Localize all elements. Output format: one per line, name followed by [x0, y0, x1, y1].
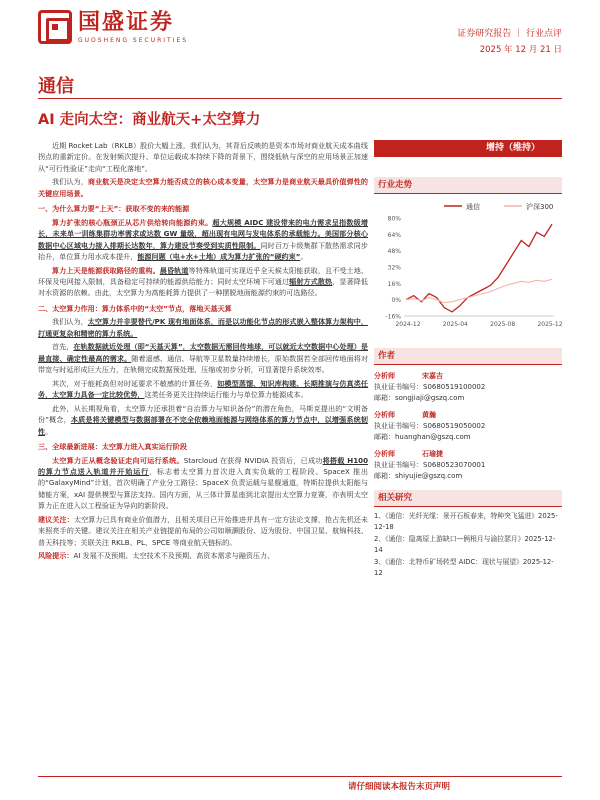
section-heading-3: 三、全球最新进展：太空算力进入真实运行阶段	[38, 442, 187, 452]
trend-chart	[374, 196, 562, 340]
y-tick-label: 80%	[387, 215, 401, 223]
analyst-name: 宋嘉吉	[422, 372, 443, 380]
underlined-text: 美国部分核心数据中心区域电力接入排期长达数年，算力建设节奏受到实质性限制。	[38, 229, 368, 250]
y-tick-label: 48%	[387, 248, 401, 256]
highlight-text: 太空算力正从概念验证走向可运行系统。	[52, 455, 184, 465]
trend-chart-svg	[374, 196, 562, 336]
highlight-text: 风险提示：	[38, 551, 74, 561]
backup-paragraph	[38, 403, 368, 437]
analyst-email[interactable]: huanghan@gszq.com	[395, 433, 471, 441]
analyst-2	[374, 410, 562, 443]
related-research-list	[374, 511, 562, 579]
cert-label: 执业证书编号：	[374, 461, 423, 469]
trend-heading: 行业走势	[374, 177, 562, 194]
email-label: 邮箱：	[374, 433, 395, 441]
document-type: 证券研究报告 ｜ 行业点评	[457, 29, 562, 39]
authors-heading: 作者	[374, 348, 562, 365]
text-run: 。	[300, 252, 308, 262]
risk-paragraph	[38, 550, 368, 561]
text-run: 我们认为，	[52, 177, 88, 187]
text-run: 同时百万卡级集群下散热需求同步抬升，单位算力用水成本提升，	[38, 240, 369, 262]
underlined-text: 如模型蒸馏、知识库构建、长期推演与仿真类任务，太空算力具备一定比较优势，	[38, 378, 369, 400]
analyst-role: 分析师	[374, 372, 395, 380]
edge-compute-paragraph	[38, 341, 368, 375]
text-run: ，标志着太空算力首次进入真实负载的工程阶段。SpaceX 推出的“GalaxyMind”计划，首次明确了产业分工路径；SpaceX 负责运载与星舰通道，特斯拉提供太阳能与储能方案，xAI 提供模型与算法支持。国内方面，从三体计算星座到北京提出太空算力竞赛，亦表明太空算力正在进入以工程验证为导向的新阶段。	[38, 467, 369, 511]
logo-text-cn: 国盛证券	[78, 9, 175, 35]
text-run: 太空算力已具有商业价值潜力，且相关项目已开始推进并具有一定方法论支撑，抢占先机还未来照亮手的关键。建议关注在相关产业链提前布局的公司如顺灏股份、迈为股份、中国卫星、航锦科技、普天科技等；关联关注 RKLB、PL、SPCE 等商业航天链标的。	[38, 514, 369, 547]
analyst-email[interactable]: songjiaji@gszq.com	[395, 394, 465, 402]
thesis-paragraph	[38, 176, 368, 199]
underlined-text: 在轨数据就近处理（即“天基天算”，太空数据无需回传地球，可以就近太空数据中心处理）是最直接、确定性最高的需求。	[38, 342, 369, 363]
y-tick-label: -16%	[385, 313, 401, 321]
analyst-email[interactable]: shiyujie@gszq.com	[395, 472, 463, 480]
report-header	[0, 0, 600, 62]
intro-paragraph: 近期 Rocket Lab（RKLB）股价大幅上涨，我们认为，其背后反映的是资本市场对商业航天成本曲线拐点的重新定价。在发射频次提升、单位运载成本持续下降的背景下，围绕低轨与深空的应用场景正加速从“可行性验证”走向“工程化落地”。	[38, 141, 368, 173]
x-tick-label: 2025-08	[490, 321, 516, 328]
rating-badge: 增持（维持）	[374, 140, 562, 157]
underlined-text: 能源问题（电+水+土地）成为算力扩张的“硬约束”	[137, 252, 301, 262]
report-date: 2025 年 12 月 21 日	[479, 45, 562, 55]
highlight-text: 商业航天是决定太空算力能否成立的核心成本变量，太空算力是商业航天最具价值弹性的关键应用场景。	[38, 177, 368, 198]
title-divider	[38, 98, 562, 99]
cert-number: S0680519050002	[423, 422, 486, 430]
analyst-list	[374, 371, 562, 482]
text-run: 其次，对于能耗高但对时延要求不敏感的计算任务，	[52, 378, 218, 388]
x-tick-label: 2025-12	[537, 321, 562, 328]
highlight-text: 建议关注：	[38, 514, 74, 524]
section-heading-1: 一、为什么算力要“上天”：获取不变的来的能源	[38, 204, 190, 214]
underlined-text: 太空算力并非要替代/PK 现有地面体系，而是以功能化节点的形式嵌入整体算力架构中，打通更复杂和精密的算力系统。	[38, 317, 368, 338]
role-paragraph	[38, 316, 368, 339]
related-item[interactable]: 2、《通信：隐离原上游缺口—俩根月与渝拉瑟月》2025-12-14	[374, 534, 556, 555]
logo-mark-icon	[38, 10, 72, 44]
x-tick-label: 2024-12	[395, 321, 421, 328]
analyst-name: 石瑜捷	[422, 450, 443, 458]
progress-paragraph	[38, 455, 368, 512]
logo-text-en: GUOSHENG SECURITIES	[78, 36, 189, 44]
text-run: 随着遥感、通信、导航等卫星数量持续增长，原始数据若全部回传地面将对带宽与时延形成巨大压力，在轨侧完成数据预处理、压缩或初步分析，可显著提升系统效率。	[38, 353, 369, 375]
related-heading: 相关研究	[374, 490, 562, 507]
section-heading-2: 二、太空算力作用：算力体系中的“太空”节点，落地天基天算	[38, 303, 232, 313]
workload-paragraph	[38, 378, 368, 401]
series-line-1	[406, 224, 552, 312]
y-tick-label: 64%	[387, 231, 401, 239]
text-run: 我们认为，	[52, 317, 88, 327]
text-run: 等特殊轨道可实现近乎全天候太阳能获取，且不受土地、环保及电网接入限制，具备稳定可持续的能源供给能力；同时太空环境下可通过	[38, 265, 369, 287]
analyst-role: 分析师	[374, 411, 395, 419]
text-run: ，显著降低对水资源的依赖。由此，太空算力为高能耗算力提供了一种摆脱地面能源约束的可选路径。	[38, 277, 369, 298]
y-tick-label: 0%	[391, 297, 401, 305]
analyst-3	[374, 449, 562, 482]
email-label: 邮箱：	[374, 394, 395, 402]
underlined-text: 辐射方式散热	[289, 277, 333, 287]
legend-label: 沪深300	[526, 203, 554, 211]
footer-disclaimer: 请仔细阅读本报告末页声明	[347, 782, 450, 792]
related-item[interactable]: 1、《通信：光纤光缆：景开石板春来，特种突飞猛进》2025-12-18	[374, 512, 558, 532]
y-tick-label: 16%	[387, 280, 401, 288]
legend-label: 通信	[466, 203, 480, 211]
underlined-text: 将搭载 H100 的算力节点送入轨道并开始运行	[38, 455, 369, 477]
x-tick-label: 2025-04	[442, 321, 468, 328]
text-run: Starcloud 在获得 NVIDIA 投资后，已成功	[183, 455, 323, 465]
email-label: 邮箱：	[374, 472, 395, 480]
cert-label: 执业证书编号：	[374, 383, 423, 391]
text-run: 。	[45, 426, 53, 436]
energy-paragraph	[38, 217, 368, 263]
footer-divider	[38, 776, 562, 777]
highlight-text: 算力上天是能源获取路径的重构。	[52, 265, 160, 275]
sector-title: 通信	[38, 76, 74, 97]
analyst-role: 分析师	[374, 450, 395, 458]
cert-label: 执业证书编号：	[374, 422, 423, 430]
sidebar	[374, 140, 562, 579]
report-body	[38, 140, 368, 564]
underlined-text: 晨昏轨道	[159, 265, 189, 275]
highlight-text: 算力扩张的核心瓶颈正从芯片供给转向能源约束。	[52, 217, 213, 227]
analyst-1	[374, 371, 562, 404]
y-tick-label: 32%	[387, 264, 401, 272]
orbit-paragraph	[38, 265, 368, 299]
underlined-text: 超大规模 AIDC 建设带来的电力需求呈指数级增长，未来单一训练集群功率需求或达数 GW 量级，超出现有电网与发电体系的承载能力。	[38, 217, 368, 239]
underlined-text: 本质是将关键模型与数据部署在不完全依赖地面能源与网络体系的算力节点中，以增强系统韧性	[38, 415, 368, 436]
text-run: AI 发展不及预期、太空技术不及预期、高资本需求与融资压力、	[73, 551, 275, 561]
analyst-name: 黄瀚	[422, 411, 436, 419]
report-title: AI 走向太空：商业航天+太空算力	[38, 112, 261, 128]
text-run: 这类任务更关注持续运行能力与单位算力能源成本。	[144, 390, 308, 400]
cert-number: S0680519100002	[423, 383, 486, 391]
related-item[interactable]: 3、《通信：北特币矿场转型 AIDC：现状与展望》2025-12-12	[374, 557, 554, 578]
text-run: 首先，	[52, 342, 74, 352]
recommendation-paragraph	[38, 514, 368, 548]
cert-number: S0680523070001	[423, 461, 486, 469]
text-run: 此外，从长期视角看，太空算力还承担着“自治算力与知识备份”的潜在角色，马斯克提出的“文明备份”概念，	[38, 403, 368, 425]
company-logo	[38, 10, 188, 44]
